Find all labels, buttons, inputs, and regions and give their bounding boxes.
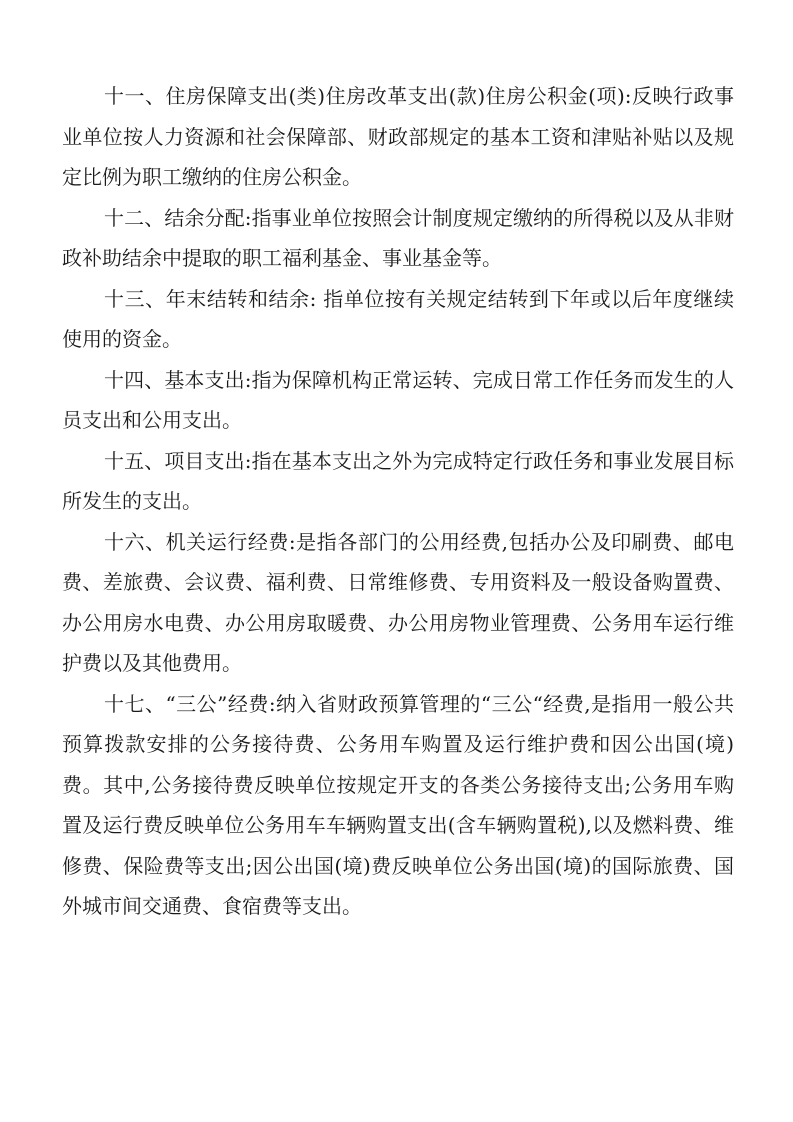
paragraph-three-public-funds: 十七、“三公”经费:纳入省财政预算管理的“三公“经费,是指用一般公共预算拨款安排的公务接待费、公务用车购置及运行维护费和因公出国(境)费。其中,公务接待费反映单位按规定开支的各类公务接待支出;公务用车购置及运行费反映单位公务用车车辆购置支出(含车辆购置税),以及燃料费、维修费、保险费等支出;因公出国(境)费反映单位公务出国(境)的国际旅费、国外城市间交通费、食宿费等支出。 (62, 691, 734, 918)
paragraph-housing-fund: 十一、住房保障支出(类)住房改革支出(款)住房公积金(项):反映行政事业单位按人力资源和社会保障部、财政部规定的基本工资和津贴补贴以及规定比例为职工缴纳的住房公积金。 (62, 84, 734, 189)
paragraph-surplus-distribution: 十二、结余分配:指事业单位按照会计制度规定缴纳的所得税以及从非财政补助结余中提取的职工福利基金、事业基金等。 (62, 205, 734, 270)
paragraph-operating-funds: 十六、机关运行经费:是指各部门的公用经费,包括办公及印刷费、邮电费、差旅费、会议费、福利费、日常维修费、专用资料及一般设备购置费、办公用房水电费、办公用房取暖费、办公用房物业管理费、公务用车运行维护费以及其他费用。 (62, 529, 734, 675)
paragraph-year-end-balance: 十三、年末结转和结余: 指单位按有关规定结转到下年或以后年度继续使用的资金。 (62, 286, 734, 351)
paragraph-basic-expenditure: 十四、基本支出:指为保障机构正常运转、完成日常工作任务而发生的人员支出和公用支出。 (62, 367, 734, 432)
document-page (62, 76, 734, 927)
paragraph-project-expenditure: 十五、项目支出:指在基本支出之外为完成特定行政任务和事业发展目标所发生的支出。 (62, 448, 734, 513)
